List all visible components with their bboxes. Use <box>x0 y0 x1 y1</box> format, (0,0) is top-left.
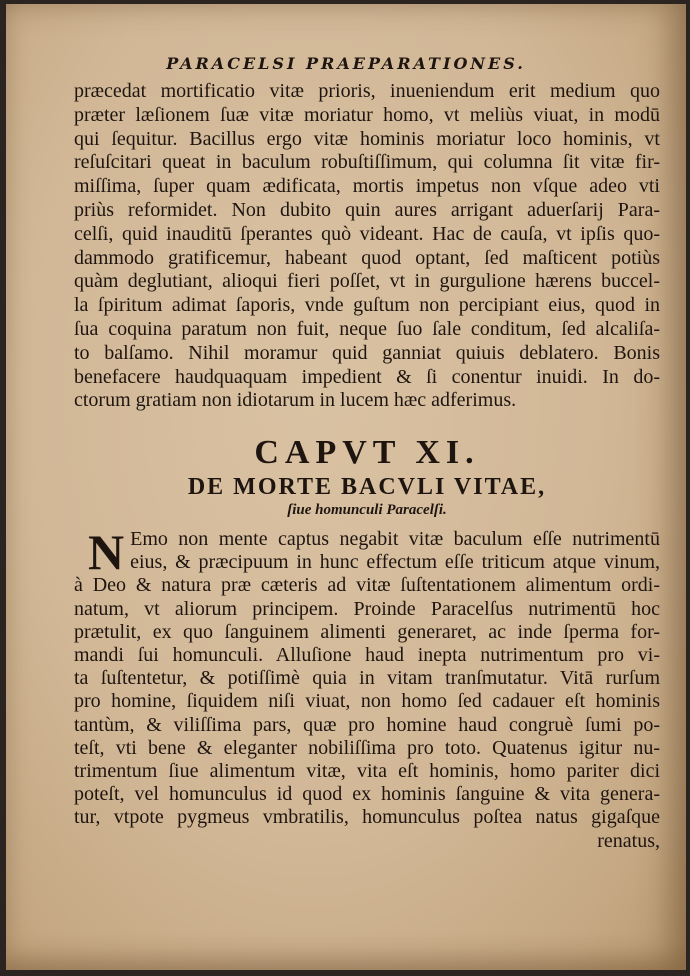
text-line: la ſpiritum adimat ſaporis, vnde guſtum non percipiant eius, quod in <box>74 294 660 317</box>
drop-cap: N <box>88 524 125 580</box>
text-line: priùs reformidet. Non dubito quin aures arrigant aduerſarij Para- <box>74 198 660 221</box>
text-line: poteſt, vel homunculus id quod ex hominis ſanguine & vita genera- <box>74 783 660 806</box>
text-line: celſi, quid inauditū ſperantes quò videant. Hac de cauſa, vt ipſis quo- <box>74 222 660 245</box>
chapter-subtitle: ſiue homunculi Paracelſi. <box>287 502 447 518</box>
chapter-title: DE MORTE BACVLI VITAE, <box>187 474 547 500</box>
chapter-paragraph <box>74 524 660 853</box>
text-line: benefacere haudquaquam impedient & ſi conentur inuidi. In do- <box>74 365 660 388</box>
text-line: qui ſequitur. Bacillus ergo vitæ hominis moriatur loco hominis, vt <box>74 127 660 150</box>
running-header: PARACELSI PRAEPARATIONES. <box>166 54 526 73</box>
text-line: teſt, vti bene & eleganter nobiliſſima pro toto. Quatenus igitur nu- <box>74 736 660 759</box>
text-line: natum, vt aliorum principem. Proinde Paracelſus nutrimentū hoc <box>74 597 660 620</box>
text-line: præcedat mortificatio vitæ prioris, inueniendum erit medium quo <box>74 80 660 102</box>
text-line: à Deo & natura præ cæteris ad vitæ ſuſtentationem alimentum ordi- <box>74 574 660 597</box>
catchword: renatus, <box>597 829 660 852</box>
text-line: tur, vtpote pygmeus vmbratilis, homunculus poſtea natus gigaſque <box>74 806 660 829</box>
text-line: quàm deglutiant, alioqui fieri poſſet, vt in gurgulione hærens buccel- <box>74 270 660 293</box>
chapter-heading: CAPVT XI. <box>254 434 480 471</box>
text-line: reſuſcitari queat in baculum robuſtiſſimum, qui columna ſit vitæ fir- <box>74 151 660 174</box>
text-line: trimentum ſiue alimentum vitæ, vita eſt hominis, homo pariter dici <box>74 760 660 783</box>
text-line: miſſima, ſuper quam ædificata, mortis impetus non vſque adeo vti <box>74 175 660 198</box>
text-line: mandi ſui homunculi. Alluſione haud inepta nutrimentum pro vi- <box>74 644 660 667</box>
text-line: tantùm, & viliſſima pars, quæ pro homine haud congruè ſumi po- <box>74 713 660 736</box>
text-line: to balſamo. Nihil moramur quid ganniat quiuis deblatero. Bonis <box>74 341 660 364</box>
text-line: prætulit, ex quo ſanguinem alimenti generaret, ac inde ſperma for- <box>74 620 660 643</box>
book-page <box>6 4 686 970</box>
paragraph-continued <box>74 80 660 413</box>
text-line: eius, & præcipuum in hunc effectum eſſe triticum atque vinum, <box>130 551 660 574</box>
text-line: ta ſuſtentetur, & potiſſimè quia in vitam tranſmutatur. Vitā rurſum <box>74 667 660 690</box>
text-line: pro homine, ſiquidem niſi viuat, non homo ſed cadauer eſt hominis <box>74 690 660 713</box>
text-line: præter læſionem ſuæ vitæ moriatur homo, vt meliùs viuat, in modū <box>74 103 660 126</box>
text-line: Emo non mente captus negabit vitæ baculum eſſe nutrimentū <box>130 528 660 550</box>
text-line: ſua coquina paratum non fuit, neque ſuo ſale conditum, ſed alcaliſa- <box>74 317 660 340</box>
text-line: dammodo gratificemur, habeant quod optant, ſed maſticent potiùs <box>74 246 660 269</box>
text-line: ctorum gratiam non idiotarum in lucem hæc adferimus. <box>74 389 517 412</box>
